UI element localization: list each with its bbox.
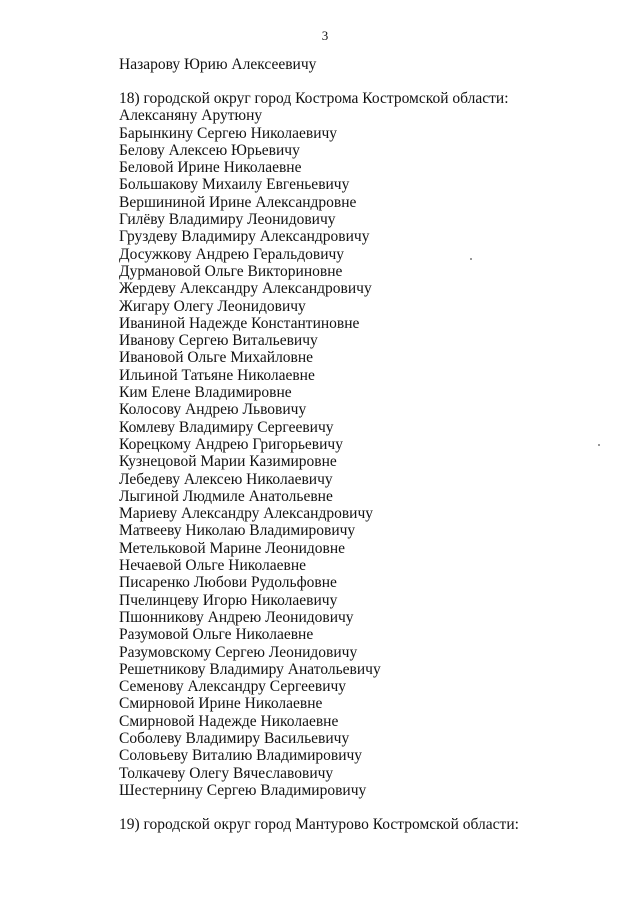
list-item: Соболеву Владимиру Васильевичу <box>119 729 350 747</box>
list-item: Лебедеву Алексею Николаевичу <box>119 470 333 488</box>
list-item: Гилёву Владимиру Леонидовичу <box>119 211 336 229</box>
document-body-top <box>119 56 629 73</box>
list-item: Груздеву Владимиру Александровичу <box>119 228 370 246</box>
list-item: Беловой Ирине Николаевне <box>119 159 302 177</box>
list-item: Кузнецовой Марии Казимировне <box>119 453 337 471</box>
page-number: 3 <box>321 28 329 43</box>
list-item: Ильиной Татьяне Николаевне <box>119 366 315 384</box>
list-item: Разумовскому Сергею Леонидовичу <box>119 643 358 661</box>
list-item: Большакову Михаилу Евгеньевичу <box>119 176 350 194</box>
list-item: Метельковой Марине Леонидовне <box>119 539 346 557</box>
list-item: Нечаевой Ольге Николаевне <box>119 557 307 575</box>
list-item: Ивановой Ольге Михайловне <box>119 349 314 367</box>
list-item: Решетникову Владимиру Анатольевичу <box>119 660 381 678</box>
section-18 <box>119 90 629 799</box>
list-item: Алексаняну Арутюну <box>119 107 263 125</box>
list-item: Барынкину Сергею Николаевичу <box>119 124 338 142</box>
list-item: Смирновой Надежде Николаевне <box>119 712 339 730</box>
list-item: Колосову Андрею Львовичу <box>119 401 307 419</box>
list-item: Матвееву Николаю Владимировичу <box>119 522 356 540</box>
list-item: Писаренко Любови Рудольфовне <box>119 574 337 592</box>
list-item: Вершининой Ирине Александровне <box>119 193 357 211</box>
scan-speck <box>470 258 472 260</box>
list-item: Толкачеву Олегу Вячеславовичу <box>119 764 334 782</box>
section-heading: 18) городской округ город Кострома Костромской области: <box>119 90 509 107</box>
list-item: Ким Елене Владимировне <box>119 384 292 402</box>
list-item: Иваниной Надежде Константиновне <box>119 314 360 332</box>
list-item: Иванову Сергею Витальевичу <box>119 332 318 350</box>
list-item: Досужкову Андрею Геральдовичу <box>119 245 345 263</box>
list-item: Пчелинцеву Игорю Николаевичу <box>119 591 338 609</box>
list-item: Семенову Александру Сергеевичу <box>119 678 347 696</box>
list-item: Корецкому Андрею Григорьевичу <box>119 435 343 453</box>
list-item: Жердеву Александру Александровичу <box>119 280 372 298</box>
list-item: Дурмановой Ольге Викториновне <box>119 262 343 280</box>
list-item: Соловьеву Виталию Владимировичу <box>119 747 363 765</box>
list-item: Жигару Олегу Леонидовичу <box>119 297 306 315</box>
list-item: Комлеву Владимиру Сергеевичу <box>119 418 334 436</box>
section-19 <box>119 816 629 833</box>
section-heading: 19) городской округ город Мантурово Костромской области: <box>119 816 519 833</box>
scan-speck <box>598 444 600 446</box>
list-item: Назарову Юрию Алексеевичу <box>119 56 317 73</box>
list-item: Белову Алексею Юрьевичу <box>119 141 300 159</box>
list-item: Лыгиной Людмиле Анатольевне <box>119 487 333 505</box>
list-item: Мариеву Александру Александровичу <box>119 505 373 523</box>
list-item: Пшонникову Андрею Леонидовичу <box>119 608 354 626</box>
list-item: Шестернину Сергею Владимировичу <box>119 781 367 799</box>
list-item: Смирновой Ирине Николаевне <box>119 695 323 713</box>
list-item: Разумовой Ольге Николаевне <box>119 626 314 644</box>
